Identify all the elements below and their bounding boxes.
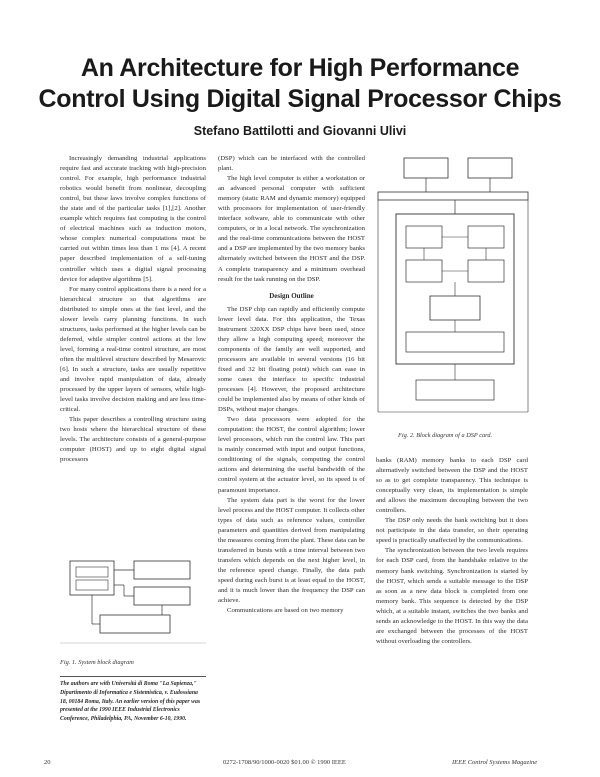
copyright-code: 0272-1708/90/1000-0020 $01.00 © 1990 IEEE: [223, 759, 346, 766]
figure-1-block-diagram: [60, 553, 206, 649]
figure-2-caption: Fig. 2. Block diagram of a DSP card.: [398, 432, 493, 439]
page-number: 20: [44, 759, 51, 766]
paragraph: The high level computer is either a workstation or an advanced personal computer with sufficient memory (static RAM and dynamic memory) equipped with processors for implementation of user-friendly interface software, able to communicate with other computers, or in a local network. The synchronization and the real-time communications between the HOST and a DSP are implemented by the two memory banks alternately switched between the HOST and the DSP. A complete transparency and a minimum overhead result for the task running on the DSP.: [218, 175, 365, 283]
paragraph: This paper describes a controlling structure using two hosts where the hierarchical structure of these levels. The architecture consists of a general-purpose computer (HOST) and up to eight digital signal processors: [60, 416, 206, 464]
author-footnote: The authors are with Università di Roma "La Sapienza," Dipartimento di Informatica e Sistemistica, v. Eudossiana 18, 00184 Roma, Italy. An earlier version of this paper was presented at the 1990 IEEE Industrial Electronics Conference, Philadelphia, PA, November 6-10, 1990.: [60, 681, 201, 723]
paragraph: Communications are based on two memory: [227, 607, 344, 615]
column-2: [218, 154, 365, 616]
authors: Stefano Battilotti and Giovanni Ulivi: [193, 124, 407, 138]
paragraph: (DSP) which can be interfaced with the controlled plant.: [218, 155, 365, 173]
paragraph: Two data processors were adopted for the computation: the HOST, the control algorithm; lower level processors, which run the control law. This part is mainly concerned with input and output functions, conditioning of the signals, computing the control actions and determining the useful bandwidth of the control system at the actuator level, so its speed is of paramount importance.: [218, 416, 365, 494]
paragraph: For many control applications there is a need for a hierarchical structure so that algorithms are distributed to simple ones at the fast level, and the slower levels carry planning functions. In such structures, tasks performed at the higher levels can be deferred, while simpler control actions at the low level, forming a real-time control structure, are most often the multilevel structure described by Mesarovic [6]. In such a structure, tasks are usually repetitive and involve rapid manipulation of data, already processed by the upper layers of sensors, while high-level tasks involve decision making and are less time-critical.: [60, 285, 206, 414]
figure-1-caption: Fig. 1. System block diagram: [60, 659, 134, 666]
magazine-name: IEEE Control Systems Magazine: [452, 759, 538, 766]
paragraph: The DSP chip can rapidly and efficiently compute lower level data. For this application, the Texas Instrument 320XX DSP chips have been used, since they allow a high computing speed; moreover the components of the family are well supported, and processors are available in several versions (16 bit fixed and 32 bit floating point) which can ease in some cases the interface to specific industrial processes [4]. However, the proposed architecture could be implemented also by means of other kinds of DSPs, without major changes.: [218, 305, 365, 414]
figure-2-dsp-card-diagram: [376, 152, 534, 442]
paragraph: Increasingly demanding industrial applications require fast and accurate tracking with high-precision control. For example, high performance industrial robotics would benefit from nonlinear, decoupling control, but these laws involve complex functions of the state and of the particular tasks [1],[2]. Another example which requires fast computing is the control of electrical machines such as induction motors, whose complex numerical computations must be carried out within times less than 1 ms [4]. A recent paper described implementation of a self-tuning controller which uses a digital signal processing device for adaptive algorithms [5].: [60, 155, 206, 283]
paragraph: banks (RAM) memory banks to each DSP card alternatively switched between the DSP and the HOST so as to get complete transparency. This technique is conceptually very clean, its implementation is simple and allows the maximum decoupling between the two controllers.: [376, 457, 528, 515]
footnote-rule: [60, 676, 206, 677]
paragraph: The synchronization between the two levels requires for each DSP card, from the handshake relative to the memory bank switching. Synchronization is started by the HOST, which sends a suitable message to the DSP as soon as a new data block is completed from one memory bank. This sequence is detected by the DSP which, at a suitable instant, switches the two banks and sends an acknowledge to the HOST. In this way the data are exchanged between the processes of the HOST without overloading the controllers.: [376, 547, 528, 645]
paragraph: The system data part is the worst for the lower level process and the HOST computer. It collects other types of data such as reference values, controller parameters and quantities derived from manipulating the measures coming from the plant. These data can be transferred in bursts with a time interval between two transfers which depends on the next higher level, in the reference speed change. Finally, the data path speed during each burst is at least equal to the HOST, and it is much lower than the frequency the DSP can achieve.: [218, 496, 365, 605]
paper-title-line-1: An Architecture for High Performance: [80, 54, 520, 82]
paper-title-line-2: Control Using Digital Signal Processor Chips: [38, 85, 562, 113]
section-heading: Design Outline: [269, 291, 314, 300]
column-1: [60, 154, 206, 465]
paragraph: The DSP only needs the bank switching but it does not participate in the data transfer, so their operating speed is practically unaffected by the communications.: [376, 517, 528, 545]
column-3: [376, 456, 528, 647]
